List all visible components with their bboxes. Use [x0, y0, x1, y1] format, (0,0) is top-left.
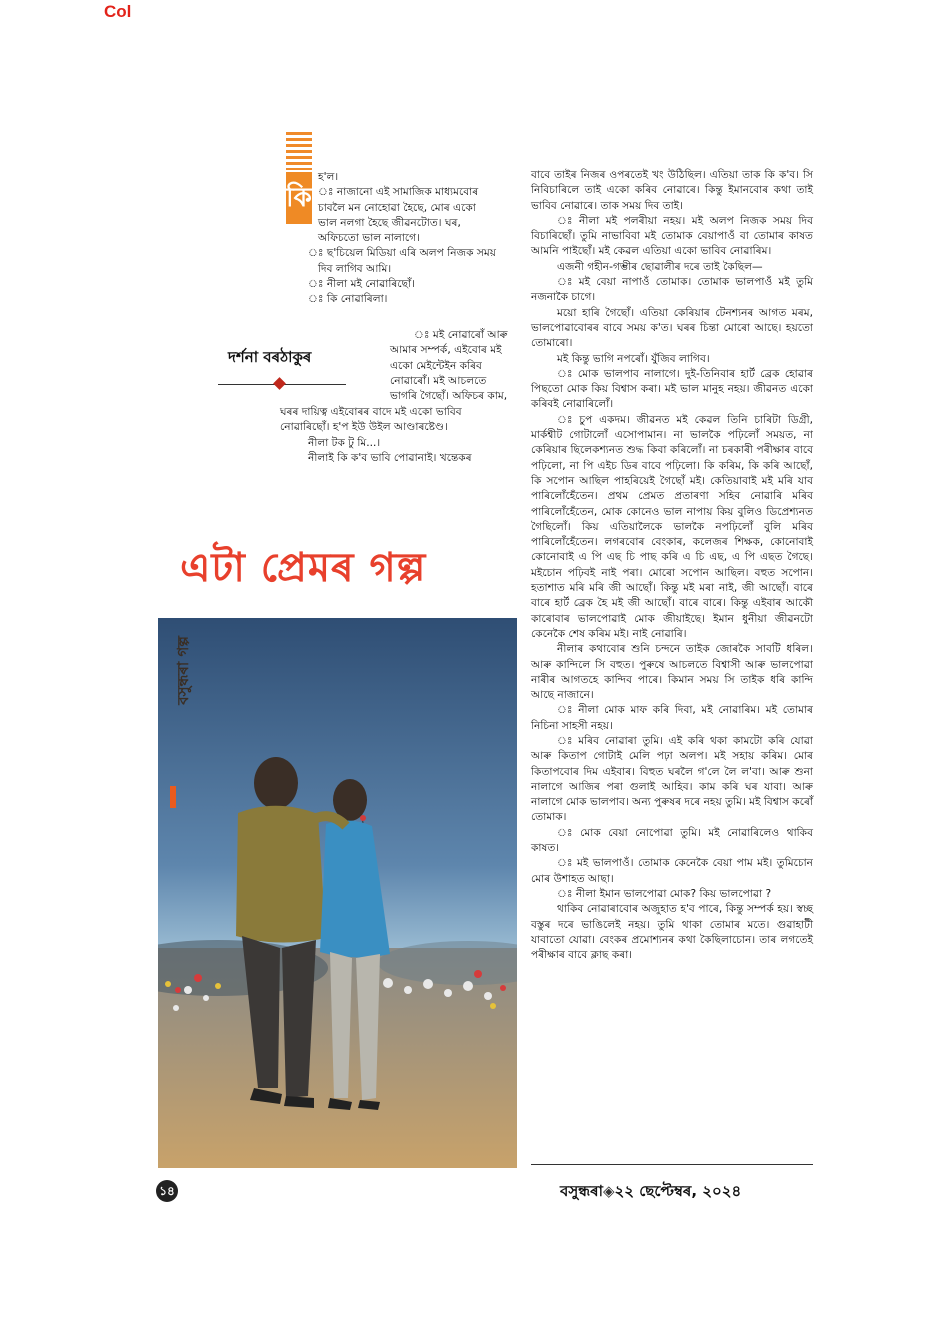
paragraph: মই কিন্তু ভাগি নপৰোঁ। যুঁজিব লাগিব।	[557, 352, 710, 365]
paragraph: বাবে তাইৰ নিজৰ ওপৰতেই খং উঠিছিল। এতিয়া তাক কি ক'ব। সি নিবিচাৰিলে তাই একো কৰিব নোৱাৰে। কিন্তু ইমানবোৰ কথা তাই ভাবিব নোৱাৰে। তাক সময় দিব তাই।	[531, 169, 813, 212]
story-title: এটা প্ৰেমৰ গল্প	[180, 545, 427, 591]
inset-line: আমাৰ সম্পৰ্ক, এইবোৰ মই	[390, 344, 502, 357]
page-number: ১৪	[156, 1180, 178, 1202]
intro-line: চাবলৈ মন নোহোৱা হৈছে, মোৰ একো	[318, 201, 476, 214]
left-intro	[280, 170, 518, 308]
author-name: দৰ্শনা বৰঠাকুৰ	[228, 348, 312, 366]
paragraph: থাকিব নোৱাৰাবোৰ অজুহাত হ'ব পাৰে, কিন্তু সম্পৰ্ক হয়। স্বচ্ছ বস্তুৰ দৰে ভাঙিলেই নহয়। তুমি থাকা তোমাৰ মতে। গুৱাহাটী যাবাতো যোৱা। বেংকৰ প্ৰমোশ্যনৰ কথা কৈছিলাচোন। তাৰ লগতেই পৰীক্ষাৰ বাবে ক্লাছ কৰা।	[531, 903, 813, 962]
inset-line: একো মেইন্টেইন কৰিব	[390, 359, 482, 372]
cont-line: নীলা টক টু মি...।	[308, 436, 381, 449]
inset-line: নোৱাৰোঁ। মই আচলতে	[390, 374, 487, 387]
paragraph: ঃ মই বেয়া নাপাওঁ তোমাক। তোমাক ভালপাওঁ মই তুমি নজনাকৈ চাগে।	[531, 276, 813, 304]
paragraph: ঃ মৰিব নোৱাৰা তুমি। এই কৰি থকা কামটো কৰি যোৱা আৰু কিতাপ গোটাই মেলি পঢ়া অলপ। মই সহায় কৰিম। মোৰ কিতাপবোৰ দিম এইবাৰ। বিহুত ঘৰলৈ গ'লে লৈ ল'বা। আৰু শুনা নালাগে আজিৰ পৰা গুলাই আহিব। কাম কৰি ঘৰ যাবা। আৰু নালাগে মোক ভালপাব। অন্য পুৰুষৰ দৰে নহয় তুমি। মই বিশ্বাস কৰোঁ তোমাক।	[531, 734, 813, 824]
couple-illustration	[158, 618, 517, 1168]
paragraph: ঃ নীলা মই পলৰীয়া নহয়। মই অলপ নিজক সময় দিব বিচাৰিছোঁ। তুমি নাভাবিবা মই তোমাক বেয়াপাওঁ বা তোমাৰ কাষত আমনি পাইছোঁ। মই কেৱল এতিয়া একো ভাবিব নোৱাৰিম।	[531, 214, 813, 258]
label-accent-bar	[170, 786, 176, 808]
intro-line: দিব লাগিব আমি।	[318, 262, 392, 275]
footer-masthead	[560, 1180, 741, 1205]
paragraph: ঃ মই ভালপাওঁ। তোমাক কেনেকৈ বেয়া পাম মই। তুমিচোন মোৰ উশাহত আছা।	[531, 857, 813, 885]
paragraph: ঃ মোক বেয়া নোপোৱা তুমি। মই নোৱাৰিলেও থাকিব কাষত।	[531, 826, 813, 855]
paragraph: নীলাৰ কথাবোৰ শুনি চন্দনে তাইক জোৰকৈ সাবটি ধৰিল। আৰু কান্দিলে সি বহুত। পুৰুষে আচলতে বিশ্বাসী আৰু ভালপোৱা নাৰীৰ আগতহে কান্দিব পাৰে। কিমান সময় সি তাইক ধৰি কান্দি আছে নাজানে।	[531, 643, 813, 702]
paragraph: ঃ নীলা মোক মাফ কৰি দিবা, মই নোৱাৰিম। মই তোমাৰ নিচিনা সাহসী নহয়।	[531, 704, 813, 732]
intro-line: ঃ নাজানো এই সামাজিক মাধ্যমবোৰ	[318, 186, 479, 199]
intro-line: হ'ল।	[318, 171, 339, 183]
cont-line: নোৱাৰিছোঁ। হ'প ইউ উইল আণ্ডাৰষ্টেণ্ড।	[280, 421, 448, 434]
issue-date: ২২ ছেপ্টেম্বৰ, ২০২৪	[614, 1182, 742, 1200]
inset-line: ঃ মই নোৱাৰোঁ আৰু	[414, 329, 508, 341]
magazine-name: বসুন্ধৰা	[560, 1182, 603, 1200]
intro-line: ঃ ছ'চিয়েল মিডিয়া এৰি অলপ নিজক সময়	[308, 247, 496, 260]
paragraph: ঃ মোক ভালপাব নালাগে। দুই-তিনিবাৰ হাৰ্ট ব্ৰেক হোৱাৰ পিছতো মোক কিয় বিশ্বাস কৰা। মই ভাল মানুহ নহয়। জীৱনত একো কৰিবই নোৱাৰিলোঁ।	[531, 367, 813, 411]
intro-line: ঃ কি নোৱাৰিলা।	[308, 293, 388, 306]
inset-line: ভাগৰি গৈছোঁ। অফিচৰ কাম,	[390, 390, 508, 403]
diamond-ornament-icon	[273, 377, 286, 390]
paragraph: ঃ নীলা ইমান ভালপোৱা মোক? কিয় ভালপোৱা ?	[557, 887, 772, 900]
cont-line: নীলাই কি ক'ব ভাবি পোৱানাই। খন্তেকৰ	[308, 451, 472, 464]
dropcap-letter: কি	[286, 172, 312, 224]
cont-line: ঘৰৰ দায়িত্ব এইবোৰৰ বাদে মই একো ভাবিব	[280, 406, 462, 418]
section-label-text: বসুন্ধৰা গল্প	[174, 636, 192, 705]
left-continuation	[280, 405, 518, 466]
intro-line: ঃ নীলা মই নোৱাৰিছোঁ।	[308, 278, 415, 291]
dropcap-stripes	[286, 132, 312, 170]
paragraph: ঃ চুপ একদম। জীৱনত মই কেৱল তিনি চাৰিটা ডিগ্ৰী, মাৰ্কশ্বীট গোটালোঁ এসোপামান। না ভালকৈ পঢ়িলোঁ সময়ত, না কেৰিয়াৰ ছিলেকশ্যনত শুদ্ধ কিবা কৰিলোঁ। না চৰকাৰী পৰীক্ষাৰ বাবে পঢ়িলো, না পি এইচ ডিৰ বাবে পঢ়িলো। কি কৰিম, কি কৰি আছোঁ, কি সপোন আছিল পাহৰিয়েই গৈছোঁ মই। কেতিয়াবাই মই মৰি যাব পাৰিলোঁহেঁতেন। প্ৰথম প্ৰেমত প্ৰতাৰণা সহিব নোৱাৰি মৰিব পাৰিলোঁহেঁতেন, মোক কোনেও ভাল নাপায় কিয় বুলিও ডিপ্ৰেশ্যনত গৈছিলোঁ। কিয় এতিয়ালৈকে ভালকৈ নপঢ়িলোঁ বুলি মৰিব পাৰিলোঁহেঁতেন। লগৰবোৰ বেংকাৰ, কলেজৰ শিক্ষক, কোনোবাই কোনোবাই এ পি এছ চি পাছ কৰি এ চি এছ, এ পি এছত গৈছে। মইচোন পঢ়িবই নাই পৰা। মোৰো সপোন আছিল। বহুত সপোন। হতাশাত মৰি মৰি জী আছোঁ। কিন্তু মই মৰা নাই, জী আছোঁ। বাৰে বাৰে হাৰ্ট ব্ৰেক হৈ মই জী আছোঁ। বাৰে বাৰে। কিন্তু এইবাৰ আকৌ কাৰোবাৰ ভালপোৱাই মোক জীয়াইছে। ইমান ধুনীয়া জীৱনটো কেনেকৈ শেষ কৰিম মই। নাই নোৱাৰি।	[531, 413, 813, 640]
right-column	[531, 168, 813, 963]
section-label	[170, 636, 200, 836]
intro-line: অফিচতো ভাল নালাগে।	[318, 232, 420, 245]
left-inset-text	[390, 328, 518, 404]
author-block	[200, 346, 350, 371]
intro-line: ভাল নলগা হৈছে জীৱনটোত। ঘৰ,	[318, 216, 461, 229]
footer-rule	[531, 1164, 813, 1165]
story-illustration	[158, 618, 517, 1168]
paragraph: এজনী গহীন-গম্ভীৰ ছোৱালীৰ দৰে তাই কৈছিল—	[557, 260, 763, 273]
paragraph: ময়ো হাৰি গৈছোঁ। এতিয়া কেৰিয়াৰ টেনশ্যনৰ আগত মৰম, ভালপোৱাবোৰৰ বাবে সময় ক'ত। ঘৰৰ চিন্তা মোৰো আছে। হয়তো তোমাৰো।	[531, 306, 813, 350]
ornament-icon: ◈	[602, 1182, 615, 1200]
corner-tag: Col	[104, 2, 132, 21]
